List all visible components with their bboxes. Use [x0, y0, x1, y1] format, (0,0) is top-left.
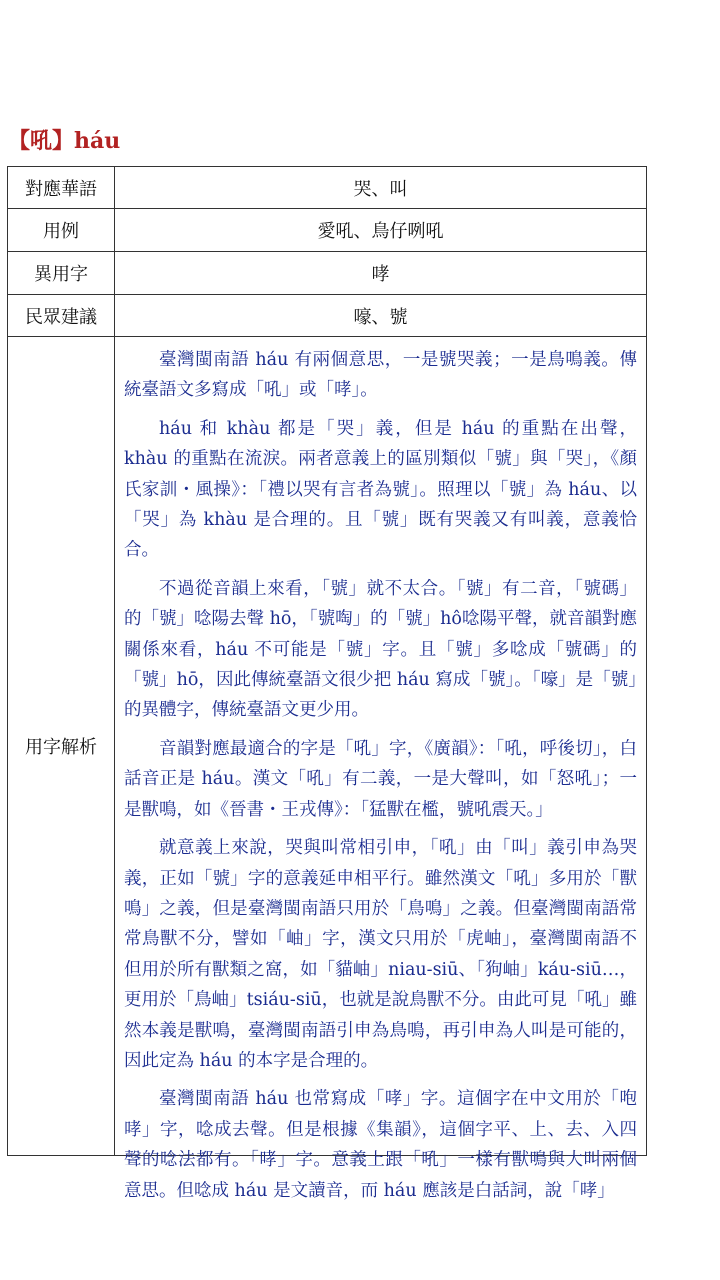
- table-row: [8, 252, 647, 295]
- analysis-paragraph: 就意義上來說，哭與叫常相引申，「吼」由「叫」義引申為哭義，正如「號」字的意義延申相平行。雖然漢文「吼」多用於「獸鳴」之義，但是臺灣閩南語只用於「鳥鳴」之義。但臺灣閩南語常常鳥獸不分，譬如「岫」字，漢文只用於「虎岫」，臺灣閩南語不但用於所有獸類之窩，如「貓岫」niau-siū、「狗岫」káu-siū…，更用於「鳥岫」tsiáu-siū，也就是說鳥獸不分。由此可見「吼」雖然本義是獸鳴，臺灣閩南語引申為鳥鳴，再引申為人叫是可能的，因此定為 háu 的本字是合理的。: [124, 838, 637, 1071]
- row-label: 用例: [8, 209, 115, 252]
- analysis-paragraph: háu 和 khàu 都是「哭」義，但是 háu 的重點在出聲，khàu 的重點在流淚。兩者意義上的區別類似「號」與「哭」，《顏氏家訓・風操》：「禮以哭有言者為號」。照理以「號」為 háu、以「哭」為 khàu 是合理的。且「號」既有哭義又有叫義，意義恰合。: [124, 418, 637, 561]
- entry-title: 【吼】háu: [8, 128, 121, 154]
- row-value: 嚎、號: [115, 295, 647, 337]
- analysis-paragraph: 音韻對應最適合的字是「吼」字，《廣韻》：「吼，呼後切」，白話音正是 háu。漢文「吼」有二義，一是大聲叫，如「怒吼」；一是獸鳴，如《晉書・王戎傳》：「猛獸在檻，號吼震天。」: [124, 738, 637, 820]
- row-value: 哮: [115, 252, 647, 295]
- row-value: 哭、叫: [115, 167, 647, 209]
- row-label: 異用字: [8, 252, 115, 295]
- row-label: 民眾建議: [8, 295, 115, 337]
- analysis-paragraph: 不過從音韻上來看，「號」就不太合。「號」有二音，「號碼」的「號」唸陽去聲 hō，「號啕」的「號」hô唸陽平聲，就音韻對應關係來看，háu 不可能是「號」字。且「號」多唸成「號碼」的「號」hō，因此傳統臺語文很少把 háu 寫成「號」。「嚎」是「號」的異體字，傳統臺語文更少用。: [124, 578, 637, 721]
- analysis-label: 用字解析: [8, 337, 115, 1156]
- analysis-paragraph: 臺灣閩南語 háu 有兩個意思，一是號哭義；一是鳥鳴義。傳統臺語文多寫成「吼」或「哮」。: [124, 350, 637, 401]
- analysis-text: [115, 337, 646, 1201]
- table-row-analysis: [8, 337, 647, 1156]
- analysis-paragraph: 臺灣閩南語 háu 也常寫成「哮」字。這個字在中文用於「咆哮」字，唸成去聲。但是根據《集韻》，這個字平、上、去、入四聲的唸法都有。「哮」字。意義上跟「吼」一樣有獸鳴與大叫兩個意思。但唸成 háu 是文讀音，而 háu 應該是白話詞，說「哮」: [124, 1089, 637, 1201]
- entry-table: [7, 166, 647, 1201]
- table-row: [8, 167, 647, 209]
- table-row: [8, 209, 647, 252]
- row-value: 愛吼、鳥仔咧吼: [115, 209, 647, 252]
- table-row: [8, 295, 647, 337]
- row-label: 對應華語: [8, 167, 115, 209]
- analysis-cell: [115, 337, 647, 1201]
